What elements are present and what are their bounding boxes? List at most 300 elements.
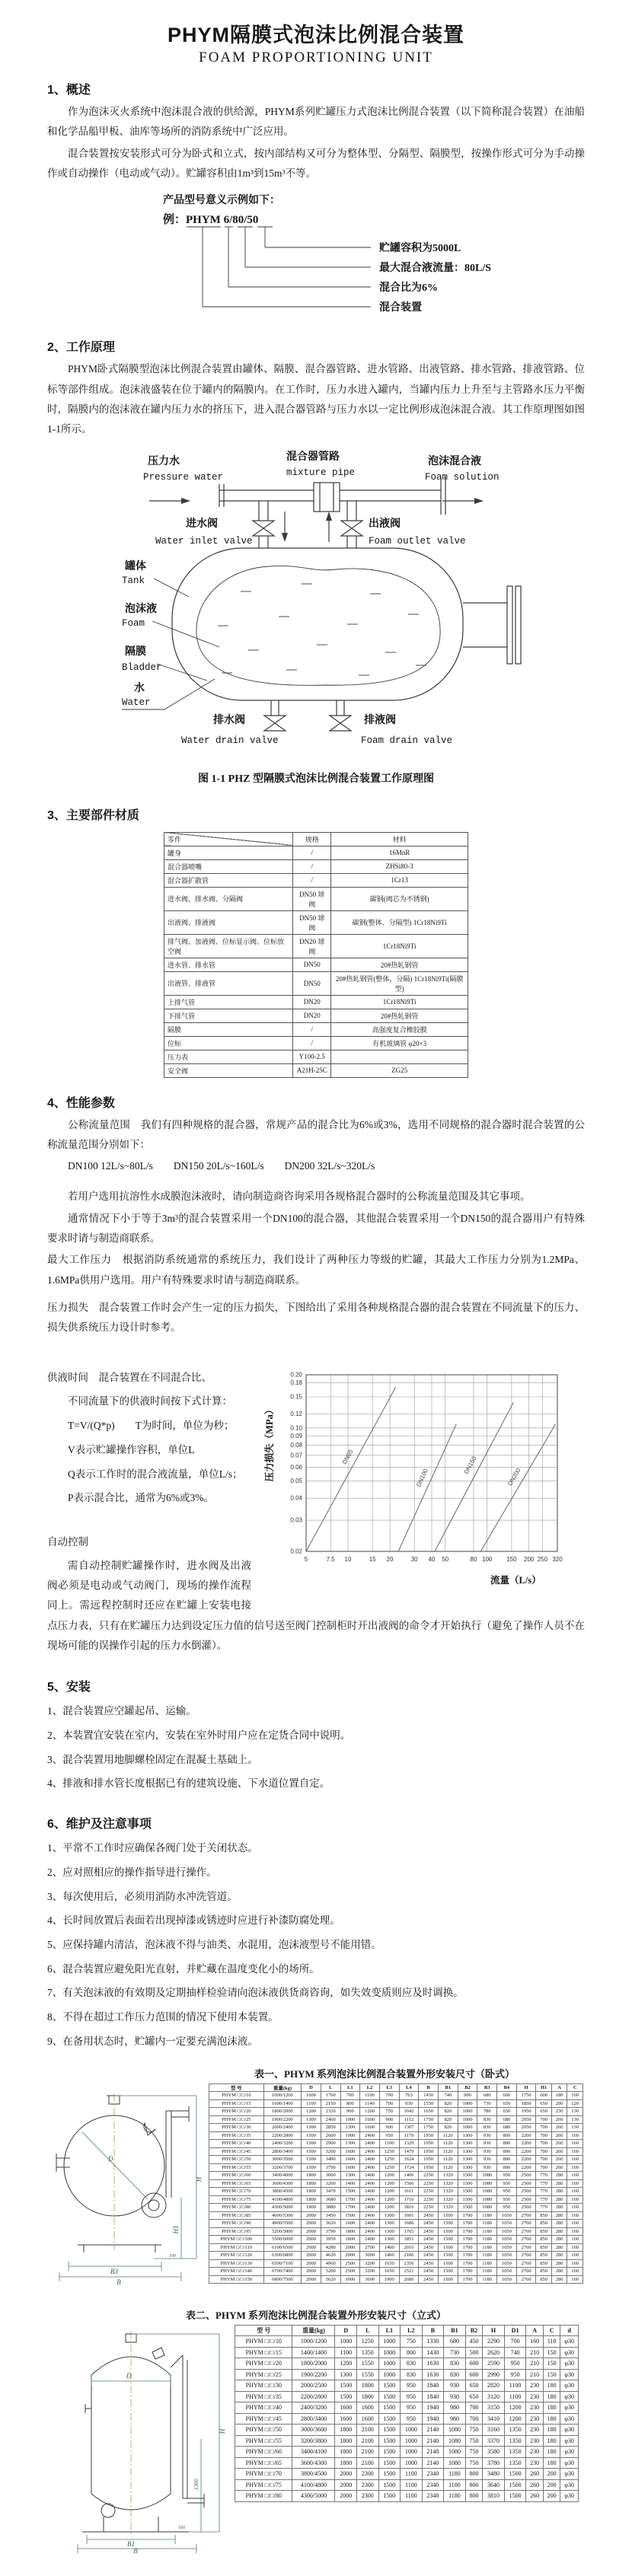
table-cell: 950 (504, 2369, 526, 2380)
page-title: PHYM隔膜式泡沫比例混合装置 (167, 24, 464, 46)
table-cell: 碳钢(阀芯为不锈钢) (331, 887, 468, 910)
pressure-water-label-en: Pressure water (143, 471, 224, 483)
table-cell: 230 (526, 2425, 544, 2436)
section-2-heading: 2、工作原理 (47, 341, 115, 355)
table-cell: 3480 (483, 2469, 505, 2480)
svg-text:5: 5 (304, 1555, 308, 1563)
table-cell: 1320 (438, 2204, 458, 2212)
foam-drain-branch (330, 700, 351, 731)
supply-time-line-1: 供液时间 混合装置在不同混合比、 (47, 1371, 212, 1383)
table-cell: 1000 (378, 2358, 401, 2370)
table-cell: 6300/6800 (263, 2252, 301, 2260)
table-cell: 4100/4800 (263, 2195, 301, 2204)
table-cell: 压力表 (164, 1050, 293, 1063)
tank-label-cn: 罐体 (125, 560, 146, 572)
table-cell: 1300 (379, 2211, 399, 2220)
table-cell: φ30 (560, 2347, 579, 2358)
table-cell: 830 (477, 2115, 497, 2124)
table-cell: 2340 (422, 2469, 444, 2480)
table-cell: 2400 (360, 2172, 380, 2180)
table-cell: 2560 (516, 2188, 536, 2196)
table-cell: 进水管、排水管 (164, 958, 293, 971)
table-cell: 850 (536, 2220, 551, 2228)
table-cell: 280 (551, 2236, 567, 2244)
table-cell: 770 (536, 2204, 551, 2212)
table-cell: 1100 (302, 2099, 321, 2108)
table-cell: 20#热轧钢管 (331, 1009, 468, 1022)
foam-label-en: Foam (122, 617, 145, 629)
table-cell: 2000 (302, 2220, 321, 2228)
table-cell: 1000 (340, 2115, 360, 2124)
table-cell: 1600 (340, 2147, 360, 2156)
table-cell: 2620 (483, 2347, 505, 2358)
table-header-cell: C (543, 2325, 560, 2336)
table-cell: PHYM □/□/25 (209, 2115, 264, 2124)
table-cell: 2400 (360, 2179, 380, 2188)
table-header-cell: B4 (497, 2083, 517, 2092)
table-cell: PHYM □/□/75 (235, 2479, 292, 2491)
table-cell: 830 (401, 2358, 423, 2370)
table-cell: 2760 (516, 2259, 536, 2268)
table-cell: 1200 (379, 2179, 399, 2188)
table-cell: PHYM □/□/60 (235, 2447, 292, 2458)
table-cell: 2250 (419, 2188, 439, 2196)
table-cell: 1500 (378, 2457, 401, 2469)
table-cell: PHYM □/□/10 (235, 2336, 292, 2348)
table-cell: 1800 (340, 2236, 360, 2244)
table-cell: 1120 (438, 2163, 458, 2172)
table-cell: 1200 (504, 2413, 526, 2425)
table-cell: 2000 (302, 2227, 321, 2236)
table-cell: 770 (536, 2195, 551, 2204)
svg-text:15: 15 (369, 1555, 376, 1563)
table-cell: 1700 (458, 2275, 477, 2284)
table-cell: 1100 (504, 2391, 526, 2402)
table-cell: 1500 (438, 2259, 458, 2268)
table-cell: 770 (536, 2172, 551, 2180)
svg-text:0.04: 0.04 (290, 1494, 302, 1502)
table-cell: 2560 (516, 2179, 536, 2188)
table-cell: 1080 (477, 2172, 497, 2180)
table-header-cell: 规格 (293, 832, 331, 846)
table-cell: 680 (444, 2336, 466, 2348)
table-cell: ZHSi80-3 (331, 859, 468, 873)
table-1-title: 表一、PHYM 系列泡沫比例混合装置外形安装尺寸（卧式） (254, 2067, 515, 2080)
section-4-paragraph-4: 通常情况下小于等于3m³的混合装置采用一个DN100的混合器，其他混合装置采用一个DN150的混合器用户有特殊要求时请与制造商联系。 (47, 1212, 585, 1245)
table-cell: 950 (497, 2195, 517, 2204)
horizontal-dimensions-table (209, 2083, 583, 2284)
maintenance-item-3: 3、每次使用后，必须用消防水冲洗管道。 (47, 1890, 238, 1902)
table-cell: 1500 (438, 2252, 458, 2260)
svg-text:DN100: DN100 (415, 1467, 429, 1488)
table-cell: 2290 (483, 2336, 505, 2348)
table-header-cell: L2 (360, 2083, 380, 2092)
water-drain-label-cn: 排水阀 (213, 714, 245, 726)
table-cell: PHYM □/□/20 (235, 2358, 292, 2370)
table-cell: 2050 (516, 2124, 536, 2132)
table-cell: 1000 (401, 2425, 423, 2436)
table-cell: 1080 (444, 2425, 466, 2436)
table-cell: 1180 (444, 2479, 466, 2491)
table-cell: 3400/4000 (263, 2172, 301, 2180)
table-header-cell: A (551, 2083, 567, 2092)
table-header-cell: L1 (340, 2083, 360, 2092)
table-cell: 1601 (399, 2211, 419, 2220)
table-cell: 1000 (458, 2124, 477, 2132)
svg-text:0.15: 0.15 (290, 1393, 302, 1401)
table-cell: 3450 (321, 2211, 340, 2220)
table-cell: 930 (477, 2147, 497, 2156)
table-cell: 1950 (419, 2147, 439, 2156)
horizontal-tank-drawing (47, 2083, 204, 2287)
table-cell: 1500 (438, 2275, 458, 2284)
table-cell: 1700 (458, 2220, 477, 2228)
table-cell: 1080 (477, 2179, 497, 2188)
table-cell: 700 (504, 2336, 526, 2348)
model-code-underlines (187, 227, 371, 307)
table-cell: 930 (399, 2099, 419, 2108)
table-cell: 700 (340, 2092, 360, 2100)
table-cell: 1500 (378, 2435, 401, 2447)
table-cell: 700 (536, 2163, 551, 2172)
table-cell: 280 (551, 2252, 567, 2260)
table-header-cell: B2 (465, 2325, 483, 2336)
table-header-cell: C (567, 2083, 583, 2092)
mixture-pipe-label-cn: 混合器管路 (286, 451, 340, 463)
table-cell: 2400 (360, 2131, 380, 2140)
table-cell: 180 (543, 2435, 560, 2447)
table-cell: 800 (465, 2491, 483, 2502)
table-cell: PHYM □/□/40 (209, 2140, 264, 2148)
table-cell: PHYM □/□/25 (235, 2369, 292, 2380)
table-cell: 2521 (399, 2268, 419, 2276)
svg-text:0.12: 0.12 (290, 1410, 302, 1417)
table-cell: 2850 (321, 2124, 340, 2132)
mixer-pipe (219, 477, 445, 515)
bladder-label-cn: 隔膜 (125, 646, 146, 658)
table-cell: 3200 (360, 2268, 380, 2276)
table-cell: 1120 (438, 2140, 458, 2148)
table-cell: 2450 (419, 2211, 439, 2220)
table-header-cell: 重量(kg) (292, 2325, 335, 2336)
table-cell: 180 (543, 2391, 560, 2402)
table-cell: 680 (497, 2115, 517, 2124)
table-cell: 1080 (444, 2435, 466, 2447)
table-cell: 900 (379, 2115, 399, 2124)
table-cell: 1350 (504, 2435, 526, 2447)
table-cell: 1042 (399, 2108, 419, 2116)
table-cell: 280 (551, 2259, 567, 2268)
table-cell: 2100 (356, 2457, 378, 2469)
table-cell: 680 (477, 2092, 497, 2100)
table-cell: 5200/5800 (263, 2227, 301, 2236)
table-cell: 260 (551, 2156, 567, 2164)
outlet-valve-label-cn: 出液阀 (369, 518, 401, 530)
table-cell: 280 (551, 2268, 567, 2276)
table-cell: 3160 (483, 2425, 505, 2436)
table-cell: 2250 (419, 2204, 439, 2212)
table-cell: 160 (567, 2195, 583, 2204)
table-cell: 230 (526, 2457, 544, 2469)
table-cell: 1686 (399, 2220, 419, 2228)
table-cell: 1000 (458, 2108, 477, 2116)
table-cell: 280 (551, 2204, 567, 2212)
table-cell: 180 (543, 2402, 560, 2414)
table-cell: 1180 (477, 2243, 497, 2252)
table-cell: 280 (551, 2220, 567, 2228)
table-cell: PHYM □/□/45 (209, 2147, 264, 2156)
table-cell: PHYM □/□/55 (235, 2435, 292, 2447)
table-cell: 1300 (458, 2156, 477, 2164)
table-cell: 730 (477, 2099, 497, 2108)
table-cell: 700 (379, 2099, 399, 2108)
table-cell: 930 (444, 2391, 466, 2402)
table-cell: / (293, 859, 331, 873)
table-cell: 950 (497, 2172, 517, 2180)
table-cell: 260 (551, 2140, 567, 2148)
model-label-flow: 最大混合液流量：80L/S (379, 263, 492, 275)
table-cell: 1624 (399, 2156, 419, 2164)
table-cell: 900 (458, 2092, 477, 2100)
table-cell: 1500 (438, 2243, 458, 2252)
table-cell: 1500 (438, 2268, 458, 2276)
table-header-cell: H (516, 2083, 536, 2092)
table-cell: 2400 (360, 2156, 380, 2164)
svg-text:100: 100 (482, 1555, 493, 1563)
table-cell: 1300 (379, 2236, 399, 2244)
table-cell: PHYM □/□/150 (209, 2275, 264, 2284)
table-cell: 730 (444, 2347, 466, 2358)
table-cell: 1180 (477, 2275, 497, 2284)
table-cell: 1250 (379, 2163, 399, 2172)
section-4-flow-ranges: DN100 12L/s~80L/s DN150 20L/s~160L/s DN200 32L/s~320L/s (68, 1160, 375, 1172)
table-cell: 700 (536, 2131, 551, 2140)
table-cell: 980 (444, 2413, 466, 2425)
table-cell: 1600 (356, 2413, 378, 2425)
table-cell: 1050 (497, 2243, 517, 2252)
table-cell: 260 (551, 2115, 567, 2124)
supply-time-line-3: T=V/(Q*p) T为时间，单位为秒； (68, 1420, 235, 1432)
table-cell: 1080 (444, 2447, 466, 2458)
table-header-cell: B2 (458, 2083, 477, 2092)
table-cell: 1500 (340, 2188, 360, 2196)
table-cell: 1765 (399, 2227, 419, 2236)
table-cell: 1800 (302, 2179, 321, 2188)
table-cell: 3200 (321, 2147, 340, 2156)
table-cell: 260 (551, 2131, 567, 2140)
table-cell: 1000 (458, 2099, 477, 2108)
model-label-volume: 贮罐容积为5000L (379, 243, 461, 255)
table-cell: 1180 (477, 2259, 497, 2268)
table-cell: 罐身 (164, 846, 293, 859)
table-cell: PHYM □/□/70 (235, 2469, 292, 2480)
table-cell: PHYM □/□/50 (209, 2156, 264, 2164)
table-cell: 160 (567, 2268, 583, 2276)
table-cell: 3200/3700 (263, 2163, 301, 2172)
table-cell: DN20 (293, 1009, 331, 1022)
table-cell: 3260 (321, 2179, 340, 2188)
table-cell: 2400 (360, 2220, 380, 2228)
table-cell: 1940 (422, 2413, 444, 2425)
table-cell: 出液阀、排液阀 (164, 910, 293, 934)
table-cell: 1600/1400 (263, 2099, 301, 2108)
table-cell: 260 (551, 2147, 567, 2156)
table-cell: 230 (526, 2380, 544, 2392)
table-cell: 700 (465, 2402, 483, 2414)
model-code-diagram (108, 188, 550, 319)
auto-control-heading: 自动控制 (47, 1535, 88, 1548)
table-cell: 1050 (497, 2275, 517, 2284)
table-cell: 2140 (422, 2457, 444, 2469)
table-cell: 130 (567, 2124, 583, 2132)
table-cell: 1500 (378, 2469, 401, 2480)
table-cell: 650 (465, 2380, 483, 2392)
table-cell: 1080 (477, 2204, 497, 2212)
table-cell: 780 (477, 2108, 497, 2116)
table-cell: 1000 (340, 2131, 360, 2140)
table-cell: 1250 (379, 2147, 399, 2156)
table-cell: 2300 (356, 2469, 378, 2480)
table-cell: 950 (497, 2204, 517, 2212)
table-cell: 950 (497, 2179, 517, 2188)
table-cell: 2250 (419, 2195, 439, 2204)
table-cell: 出液管、排液管 (164, 971, 293, 995)
table-header-cell: L (356, 2325, 378, 2336)
table-cell: 1200 (504, 2402, 526, 2414)
table-cell: 1180 (477, 2236, 497, 2244)
table-cell: 930 (477, 2140, 497, 2148)
table-cell: 950 (497, 2188, 517, 2196)
table-cell: 3470 (321, 2188, 340, 2196)
maintenance-item-9: 9、在备用状态时，贮罐内一定要充满泡沫液。 (47, 2035, 258, 2047)
table-cell: 950 (379, 2131, 399, 2140)
table-cell: 210 (526, 2347, 544, 2358)
dim-label-H: H (195, 2176, 203, 2182)
bladder-fill-dashes (218, 584, 426, 675)
table-cell: 1700 (458, 2236, 477, 2244)
dim-label-B3: B3 (110, 2267, 118, 2275)
table-cell: 3790 (321, 2163, 340, 2172)
table-cell: 3600 (360, 2275, 380, 2284)
table-cell: 3410 (483, 2413, 505, 2425)
table-cell: 1140 (360, 2099, 380, 2108)
svg-text:0.02: 0.02 (290, 1548, 302, 1555)
table-cell: 1100 (379, 2140, 399, 2148)
table-cell: 1300 (302, 2124, 321, 2132)
tank-leader-line (154, 579, 189, 597)
table-cell: 1630 (422, 2358, 444, 2370)
table-cell: 1500 (438, 2220, 458, 2228)
vertical-tank-dimensions (78, 2334, 219, 2553)
model-label-ratio: 混合比为6% (379, 282, 438, 295)
table-cell: 200 (543, 2469, 560, 2480)
table-cell: 下排气管 (164, 1009, 293, 1022)
table-header-cell: L2 (401, 2325, 423, 2336)
table-cell: 680 (497, 2124, 517, 2132)
table-cell: 1350 (504, 2425, 526, 2436)
outlet-branch (341, 501, 362, 548)
table-cell: 3800/4500 (292, 2469, 335, 2480)
table-cell: 800 (497, 2140, 517, 2148)
table-cell: 2000 (335, 2479, 357, 2491)
table-cell: 1080 (477, 2195, 497, 2204)
table-cell: 1630 (422, 2369, 444, 2380)
table-cell: 2760 (516, 2243, 536, 2252)
table-cell: 280 (551, 2195, 567, 2204)
table-cell: 180 (543, 2425, 560, 2436)
table-cell: 2260 (516, 2163, 536, 2172)
table-cell: 180 (543, 2413, 560, 2425)
table-cell: φ30 (560, 2479, 579, 2491)
table-cell: 1750 (419, 2115, 439, 2124)
table-cell: 820 (438, 2108, 458, 2116)
table-cell: 260 (526, 2479, 544, 2491)
table-cell: 1500 (378, 2491, 401, 2502)
table-cell: 1100 (401, 2469, 423, 2480)
table-cell: 1500 (438, 2211, 458, 2220)
table-cell: 1050 (497, 2227, 517, 2236)
supply-time-line-4: V表示贮罐操作容积，单位L (68, 1443, 195, 1455)
table-cell: PHYM □/□/30 (235, 2380, 292, 2392)
table-cell: 260 (551, 2124, 567, 2132)
table-header-cell: 材料 (331, 832, 468, 846)
table-cell: 830 (444, 2358, 466, 2370)
table-cell: 1300 (458, 2140, 477, 2148)
table-cell: 1800 (302, 2204, 321, 2212)
page-subtitle: FOAM PROPORTIONING UNIT (199, 49, 433, 65)
table-cell: 2340 (422, 2491, 444, 2502)
table-cell: 2000 (340, 2243, 360, 2252)
table-cell: 2100 (356, 2425, 378, 2436)
table-cell: PHYM □/□/40 (235, 2402, 292, 2414)
table-cell: 200 (543, 2479, 560, 2491)
table-cell: 160 (567, 2179, 583, 2188)
table-cell: φ30 (560, 2369, 579, 2380)
outlet-up-arrow (326, 512, 332, 542)
table-cell: 2356 (399, 2259, 419, 2268)
table-cell: PHYM □/□/30 (209, 2124, 264, 2132)
table-cell: 210 (526, 2358, 544, 2370)
table-cell: φ30 (560, 2402, 579, 2414)
foam-leader-line (152, 621, 219, 647)
table-cell: 1950 (516, 2108, 536, 2116)
table-cell: 1800 (302, 2195, 321, 2204)
table-cell: 1200 (379, 2188, 399, 2196)
table-cell: 600 (536, 2092, 551, 2100)
table-cell: 1550 (419, 2099, 439, 2108)
table-cell: PHYM □/□/10 (209, 2092, 264, 2100)
table-header-cell: B1 (438, 2083, 458, 2092)
table-cell: 930 (477, 2131, 497, 2140)
table-cell: PHYM □/□/75 (209, 2195, 264, 2204)
table-cell: 3600/4300 (263, 2179, 301, 2188)
table-cell: 2450 (419, 2268, 439, 2276)
table-cell: 180 (543, 2457, 560, 2469)
maintenance-item-6: 6、混合装置应避免阳光直射，并贮藏在温度变化小的场所。 (47, 1962, 320, 1975)
table-cell: 1000 (302, 2092, 321, 2100)
table-cell: 1500 (302, 2131, 321, 2140)
table-cell: 950 (401, 2413, 423, 2425)
table-cell: 1200 (379, 2195, 399, 2204)
table-cell: 1250 (356, 2336, 378, 2348)
horizontal-tank-fittings (56, 2096, 189, 2252)
svg-text:流量（L/s）: 流量（L/s） (490, 1574, 541, 1586)
table-cell: 1180 (477, 2268, 497, 2276)
foam-drain-label-en: Foam drain valve (361, 735, 453, 746)
table-cell: 2400 (360, 2236, 380, 2244)
table-cell: 1500 (504, 2479, 526, 2491)
table-cell: 650 (497, 2108, 517, 2116)
